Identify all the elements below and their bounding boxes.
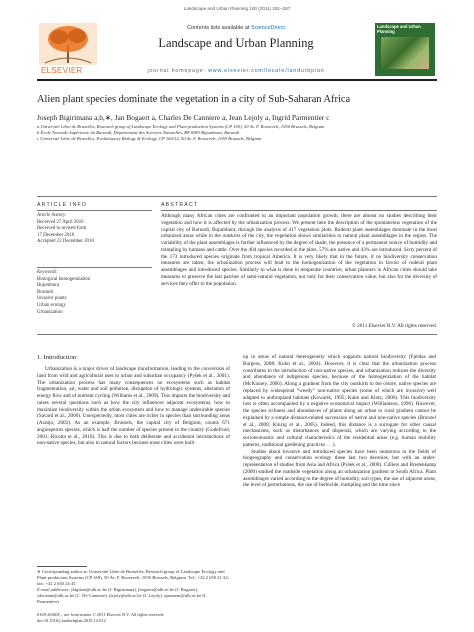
introduction-paragraph: up in areas of natural heterogeneity which supports natural biodiversity (Fjeldsa and Burgess, 2008; Kuhn et al., 2004). However, it is clear that the urbanization process contributes to the introduction of non-native species, and urbanization reduces the diversity and abundance of indigenous species, because of the homogenization of the habitat (McKinney, 2006). Along a gradient from the city outskirts to the centre, native species are replaced by widespread “weedy” non-native species (some of which are invasive) well adapted to anthropized habitats (Kowarik, 1995; Kuhn and Klotz, 2006). This biodiversity loss is often accompanied by a negative economical impact (Williamson, 1996). However, the species richness and abundances of plants along an urban to rural gradient cannot be explained by a simple distance-related succession of native and non-native species (Brunzel et al., 2009; Kinzig et al., 2005). Indeed, this distance is a surrogate for other causal mechanisms, such as disturbances and dispersal, which are varying according to the socioeconomic and cultural characteristics of the residential areas (e.g. human mobility patterns, traditional gardening practices . . .). [243, 354, 436, 448]
journal-cover [375, 23, 435, 76]
affiliation-a: a Université Libre de Bruxelles, Research group of Landscape Ecology and Plant production Systems (CP 169), 50 Av. F. Roosevelt, 1050 Brussels, Belgium [37, 124, 325, 129]
keyword: Urbanization [37, 309, 63, 315]
article-history [37, 213, 152, 246]
abstract-heading: ABSTRACT [161, 202, 199, 208]
footnote-rule [37, 566, 87, 567]
email-note [37, 587, 230, 605]
keyword: Urban ecology [37, 302, 66, 308]
copyright-line: © 2011 Elsevier B.V. All rights reserved. [351, 323, 437, 329]
elsevier-tree-icon [39, 23, 97, 65]
abstract-rule [161, 210, 437, 211]
email-label: E-mail addresses: [37, 587, 71, 593]
introduction-right-column [243, 354, 436, 489]
history-item: Received 27 April 2010 [37, 219, 84, 225]
footnotes [37, 569, 230, 606]
homepage-link[interactable]: www.elsevier.com/locate/landurbplan [208, 68, 325, 74]
history-item: 17 December 2010 [37, 232, 75, 238]
publication-info [37, 612, 230, 624]
cover-title: Landscape and Urban Planning [377, 24, 421, 34]
abstract-end-rule [37, 334, 437, 335]
keyword: Bujumbura [37, 283, 60, 289]
issn-line: 0169-2046/$ – see front matter © 2011 Elsevier B.V. All rights reserved. [37, 612, 165, 617]
cover-image [381, 37, 429, 69]
introduction-heading: 1. Introduction [37, 354, 77, 361]
journal-homepage [102, 68, 370, 74]
corresponding-author-note: ∗ Corresponding author at: Université Libre de Bruxelles, Research group of Landscape Ecology and Plant production Systems (CP 169), 50 Av. F. Roosevelt, 1050 Brussels, Belgium. Tel.: +32 2 650 21 32; fax: +32 2 650 24 45. [37, 569, 229, 587]
history-item: Accepted 23 December 2010 [37, 239, 94, 245]
publisher-name: ELSEVIER [41, 66, 83, 75]
abstract-text: Although many African cities are confronted to an important population growth, there are almost no studies describing their vegetation and how it is affected by the urbanization process. We present here the description of the spontaneous vegetation of the capital city of Burundi, Bujumbura, through the analysis of 417 vegetation plots. Ruderal plant assemblages dominate in the most urbanized areas while in the outskirts of the city, the vegetation shows similarities to natural plant assemblages in the region. The variability of the plant assemblages is further influenced by the degree of shade, the presence of a permanent source of humidity and trampling by humans and cattle. Over the 404 species recorded in the plots, 57% are native and 43% are introduced. Sixty percent of the 173 introduced species originate from tropical America. It is very likely that in the future, if no biodiversity conservation measures are taken, the urbanization process will lead to the homogenization of the vegetation in favour of ruderal plant assemblages and introduced species. Similarly to what is done in temperate countries, urban planners in African cities should take measures to preserve the last patches of semi-natural vegetation, not only for their conservation value, but also for the diversity of services they offer to the population. [161, 213, 437, 287]
keyword: Biological homogenization [37, 276, 91, 282]
introduction-left-column [37, 366, 230, 447]
doi-line: doi:10.1016/j.landurbplan.2010.12.012 [37, 617, 106, 623]
introduction-paragraph: Urbanization is a major driver of landscape transformation, leading to the conversion of land from wild and agricultural uses to urban and suburban occupancy (Pyšek et al., 2001). The urbanization process has many consequences on ecosystems such as habitat fragmentation, air, water and soil pollution, disruption of hydrologic systems, alteration of energy flow and of nutrient cycling (Williams et al., 2009). This impacts the biodiversity and raises several questions such as how the city influences adjacent ecosystems, how to maximize biodiversity within the urban ecosystem and how to manage undesirable species (Savard et al., 2000). Unexpectedly, most cities are richer in species than surrounding areas (Araújo, 2003). As an example, Brussels, the capital city of Belgium, counts 671 angiosperms species, which is half the number of species present in the country (Godefroid, 2001; Ricotta et al., 2010). This is due to both deliberate and accidental introductions of non-native species, but also to natural factors because most cities were built [37, 366, 230, 447]
contents-prefix: Contents lists available at [187, 25, 250, 31]
article-title: Alien plant species dominate the vegetation in a city of Sub-Saharan Africa [37, 94, 351, 105]
affiliation-b: b École Normale Supérieure du Burundi, Département des Sciences Naturelles, BP 6983 Bujumbura, Burundi [37, 130, 240, 136]
history-label: Article history: [37, 213, 67, 218]
affiliation-c: c Université Libre de Bruxelles, Evolutionary Biology & Ecology, CP 160/12, 50 Av. F. Roosevelt, 1050 Brussels, Belgium [37, 136, 262, 142]
abstract-body [161, 213, 437, 287]
introduction-paragraph: Studies about invasive and introduced species have been numerous in the fields of biogeography and conservation ecology these last two decenies, but with an under-representation of studies from Asia and Africa (Pyšek et al., 2008). Cilliers and Bredenkamp (2000) studied the roadside vegetation along an urbanization gradient in South Africa. Plant assemblages varied according to the degree of humidity, soil types, the use of adjacent areas, the level of perturbations, the use of herbicide, trampling and the time since [243, 448, 436, 489]
keywords [37, 270, 152, 316]
sciencedirect-link[interactable]: ScienceDirect [250, 25, 285, 31]
email-addresses: jbigirim@ulb.ac.be (J. Bigirimana), jbogaert@ulb.ac.be (J. Bogaert), cdecanni@ulb.ac.be (C. De Canniere), jlejoly@ulb.ac.be (J. Lejoly), iparment@ulb.ac.be (I. Parmentier). [37, 587, 207, 605]
section-divider [37, 196, 437, 197]
history-item: Received in revised form [37, 226, 87, 232]
keyword: Invasive plants [37, 296, 67, 302]
journal-title: Landscape and Urban Planning [158, 36, 314, 50]
article-info-heading: ARTICLE INFO [37, 202, 88, 208]
affiliations [37, 124, 437, 143]
journal-reference: Landscape and Urban Planning 100 (2011) 251–267 [183, 6, 291, 11]
article-authors: Joseph Bigirimana a,b,∗, Jan Bogaert a, Charles De Canniere a, Jean Lejoly a, Ingrid Parmentier c [37, 113, 330, 122]
keyword: Burundi [37, 289, 54, 295]
homepage-label: journal homepage: [147, 68, 206, 74]
keywords-label: Keywords: [37, 270, 59, 275]
keywords-rule [37, 267, 152, 268]
header-rule [37, 79, 437, 81]
contents-line [102, 25, 370, 31]
article-info-rule [37, 210, 152, 211]
